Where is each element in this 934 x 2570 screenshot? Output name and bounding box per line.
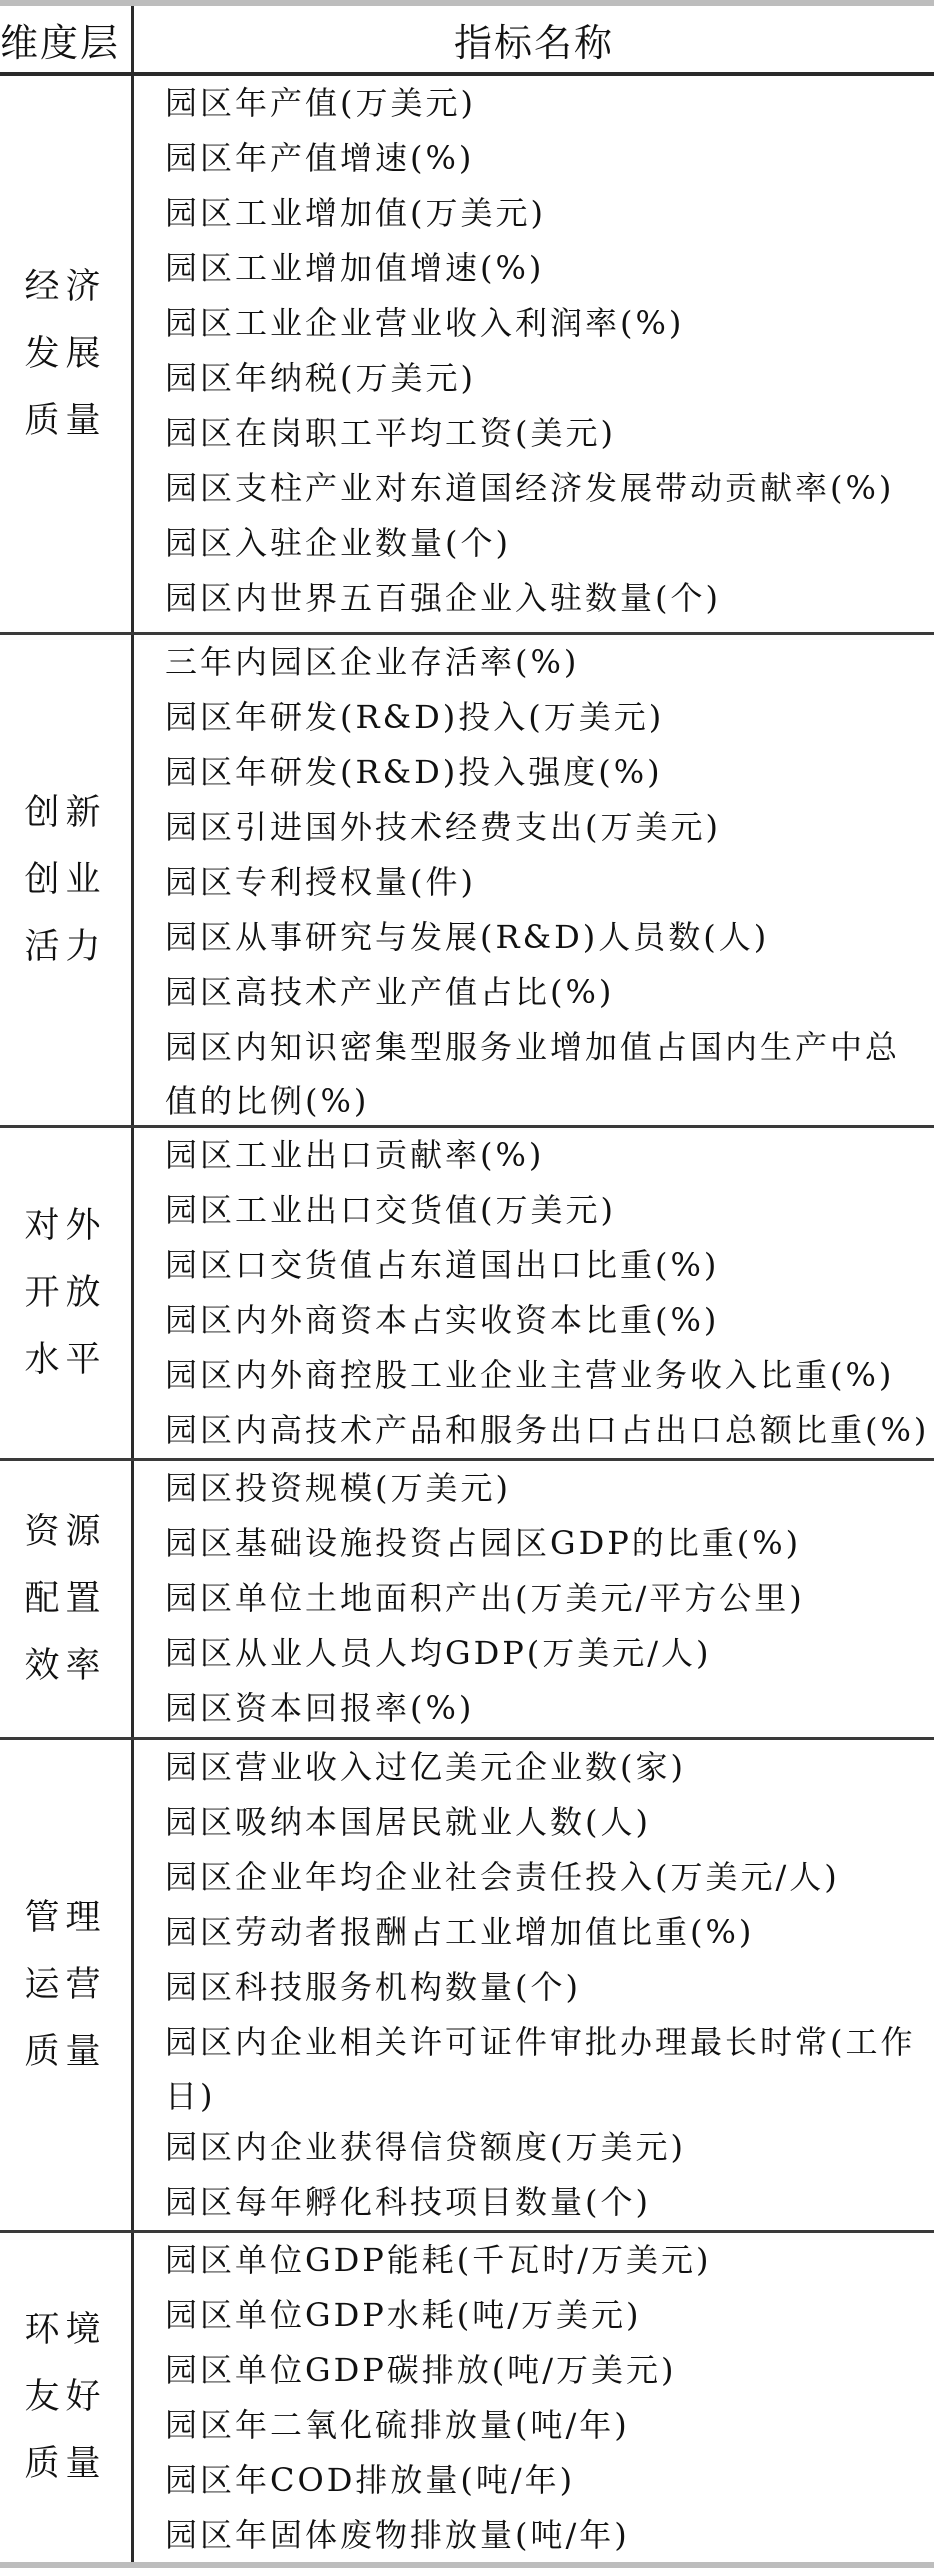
table-bottom-rule — [0, 2562, 934, 2568]
indicator-row: 园区工业增加值增速(%) — [165, 249, 545, 287]
indicator-row: 园区内外商控股工业企业主营业务收入比重(%) — [165, 1356, 895, 1394]
indicator-row: 园区科技服务机构数量(个) — [165, 1968, 581, 2006]
dimension-cell: 资源配置效率 — [24, 1511, 107, 1686]
indicator-row: 园区内企业相关许可证件审批办理最长时常(工作日) — [165, 2023, 916, 2115]
indicator-row: 园区内外商资本占实收资本比重(%) — [165, 1301, 720, 1339]
indicator-row: 三年内园区企业存活率(%) — [165, 643, 580, 681]
indicator-row: 园区投资规模(万美元) — [165, 1469, 511, 1507]
indicator-row: 园区从业人员人均GDP(万美元/人) — [165, 1634, 712, 1672]
indicator-row: 园区高技术产业产值占比(%) — [165, 973, 615, 1011]
dimension-cell: 环境友好质量 — [24, 2310, 107, 2484]
indicator-row: 园区内世界五百强企业入驻数量(个) — [165, 579, 721, 617]
indicator-row: 园区企业年均企业社会责任投入(万美元/人) — [165, 1858, 840, 1896]
dimension-cell: 经济发展质量 — [24, 266, 107, 441]
indicator-row: 园区基础设施投资占园区GDP的比重(%) — [165, 1524, 802, 1562]
indicator-row: 园区年产值增速(%) — [165, 139, 475, 177]
indicator-row: 园区内高技术产品和服务出口占出口总额比重(%) — [165, 1411, 930, 1449]
indicator-row: 园区在岗职工平均工资(美元) — [165, 414, 616, 452]
indicator-row: 园区内企业获得信贷额度(万美元) — [165, 2128, 686, 2166]
indicator-row: 园区资本回报率(%) — [165, 1689, 475, 1727]
indicator-row: 园区专利授权量(件) — [165, 863, 476, 901]
indicator-row: 园区内知识密集型服务业增加值占国内生产中总值的比例(%) — [165, 1028, 901, 1120]
indicator-row: 园区单位GDP碳排放(吨/万美元) — [165, 2351, 677, 2389]
indicator-row: 园区工业企业营业收入利润率(%) — [165, 304, 685, 342]
indicator-row: 园区单位GDP能耗(千瓦时/万美元) — [165, 2241, 712, 2279]
indicator-row: 园区年产值(万美元) — [165, 84, 476, 122]
indicator-row: 园区单位GDP水耗(吨/万美元) — [165, 2296, 642, 2334]
indicator-row: 园区年二氧化硫排放量(吨/年) — [165, 2406, 630, 2444]
indicator-row: 园区年研发(R&D)投入强度(%) — [165, 753, 663, 791]
indicator-row: 园区年纳税(万美元) — [165, 359, 476, 397]
indicator-row: 园区单位土地面积产出(万美元/平方公里) — [165, 1579, 805, 1617]
indicator-row: 园区入驻企业数量(个) — [165, 524, 511, 562]
indicator-row: 园区年研发(R&D)投入(万美元) — [165, 698, 665, 736]
indicator-row: 园区吸纳本国居民就业人数(人) — [165, 1803, 651, 1841]
indicator-row: 园区工业增加值(万美元) — [165, 194, 546, 232]
header-indicator: 指标名称 — [453, 20, 614, 65]
indicator-row: 园区引进国外技术经费支出(万美元) — [165, 808, 721, 846]
header-dimension: 维度层 — [0, 20, 121, 65]
dimension-cell: 管理运营质量 — [24, 1897, 107, 2072]
indicator-row: 园区年固体废物排放量(吨/年) — [165, 2516, 630, 2554]
indicator-row: 园区营业收入过亿美元企业数(家) — [165, 1748, 686, 1786]
indicator-row: 园区支柱产业对东道国经济发展带动贡献率(%) — [165, 469, 895, 507]
column-divider — [131, 6, 134, 2562]
indicator-row: 园区每年孵化科技项目数量(个) — [165, 2183, 651, 2221]
indicator-row: 园区口交货值占东道国出口比重(%) — [165, 1246, 720, 1284]
indicator-row: 园区劳动者报酬占工业增加值比重(%) — [165, 1913, 755, 1951]
indicator-row: 园区年COD排放量(吨/年) — [165, 2461, 576, 2499]
dimension-cell: 创新创业活力 — [24, 792, 107, 967]
dimension-cell: 对外开放水平 — [24, 1205, 107, 1380]
indicator-row: 园区从事研究与发展(R&D)人员数(人) — [165, 918, 770, 956]
indicator-row: 园区工业出口贡献率(%) — [165, 1136, 545, 1174]
indicator-row: 园区工业出口交货值(万美元) — [165, 1191, 616, 1229]
